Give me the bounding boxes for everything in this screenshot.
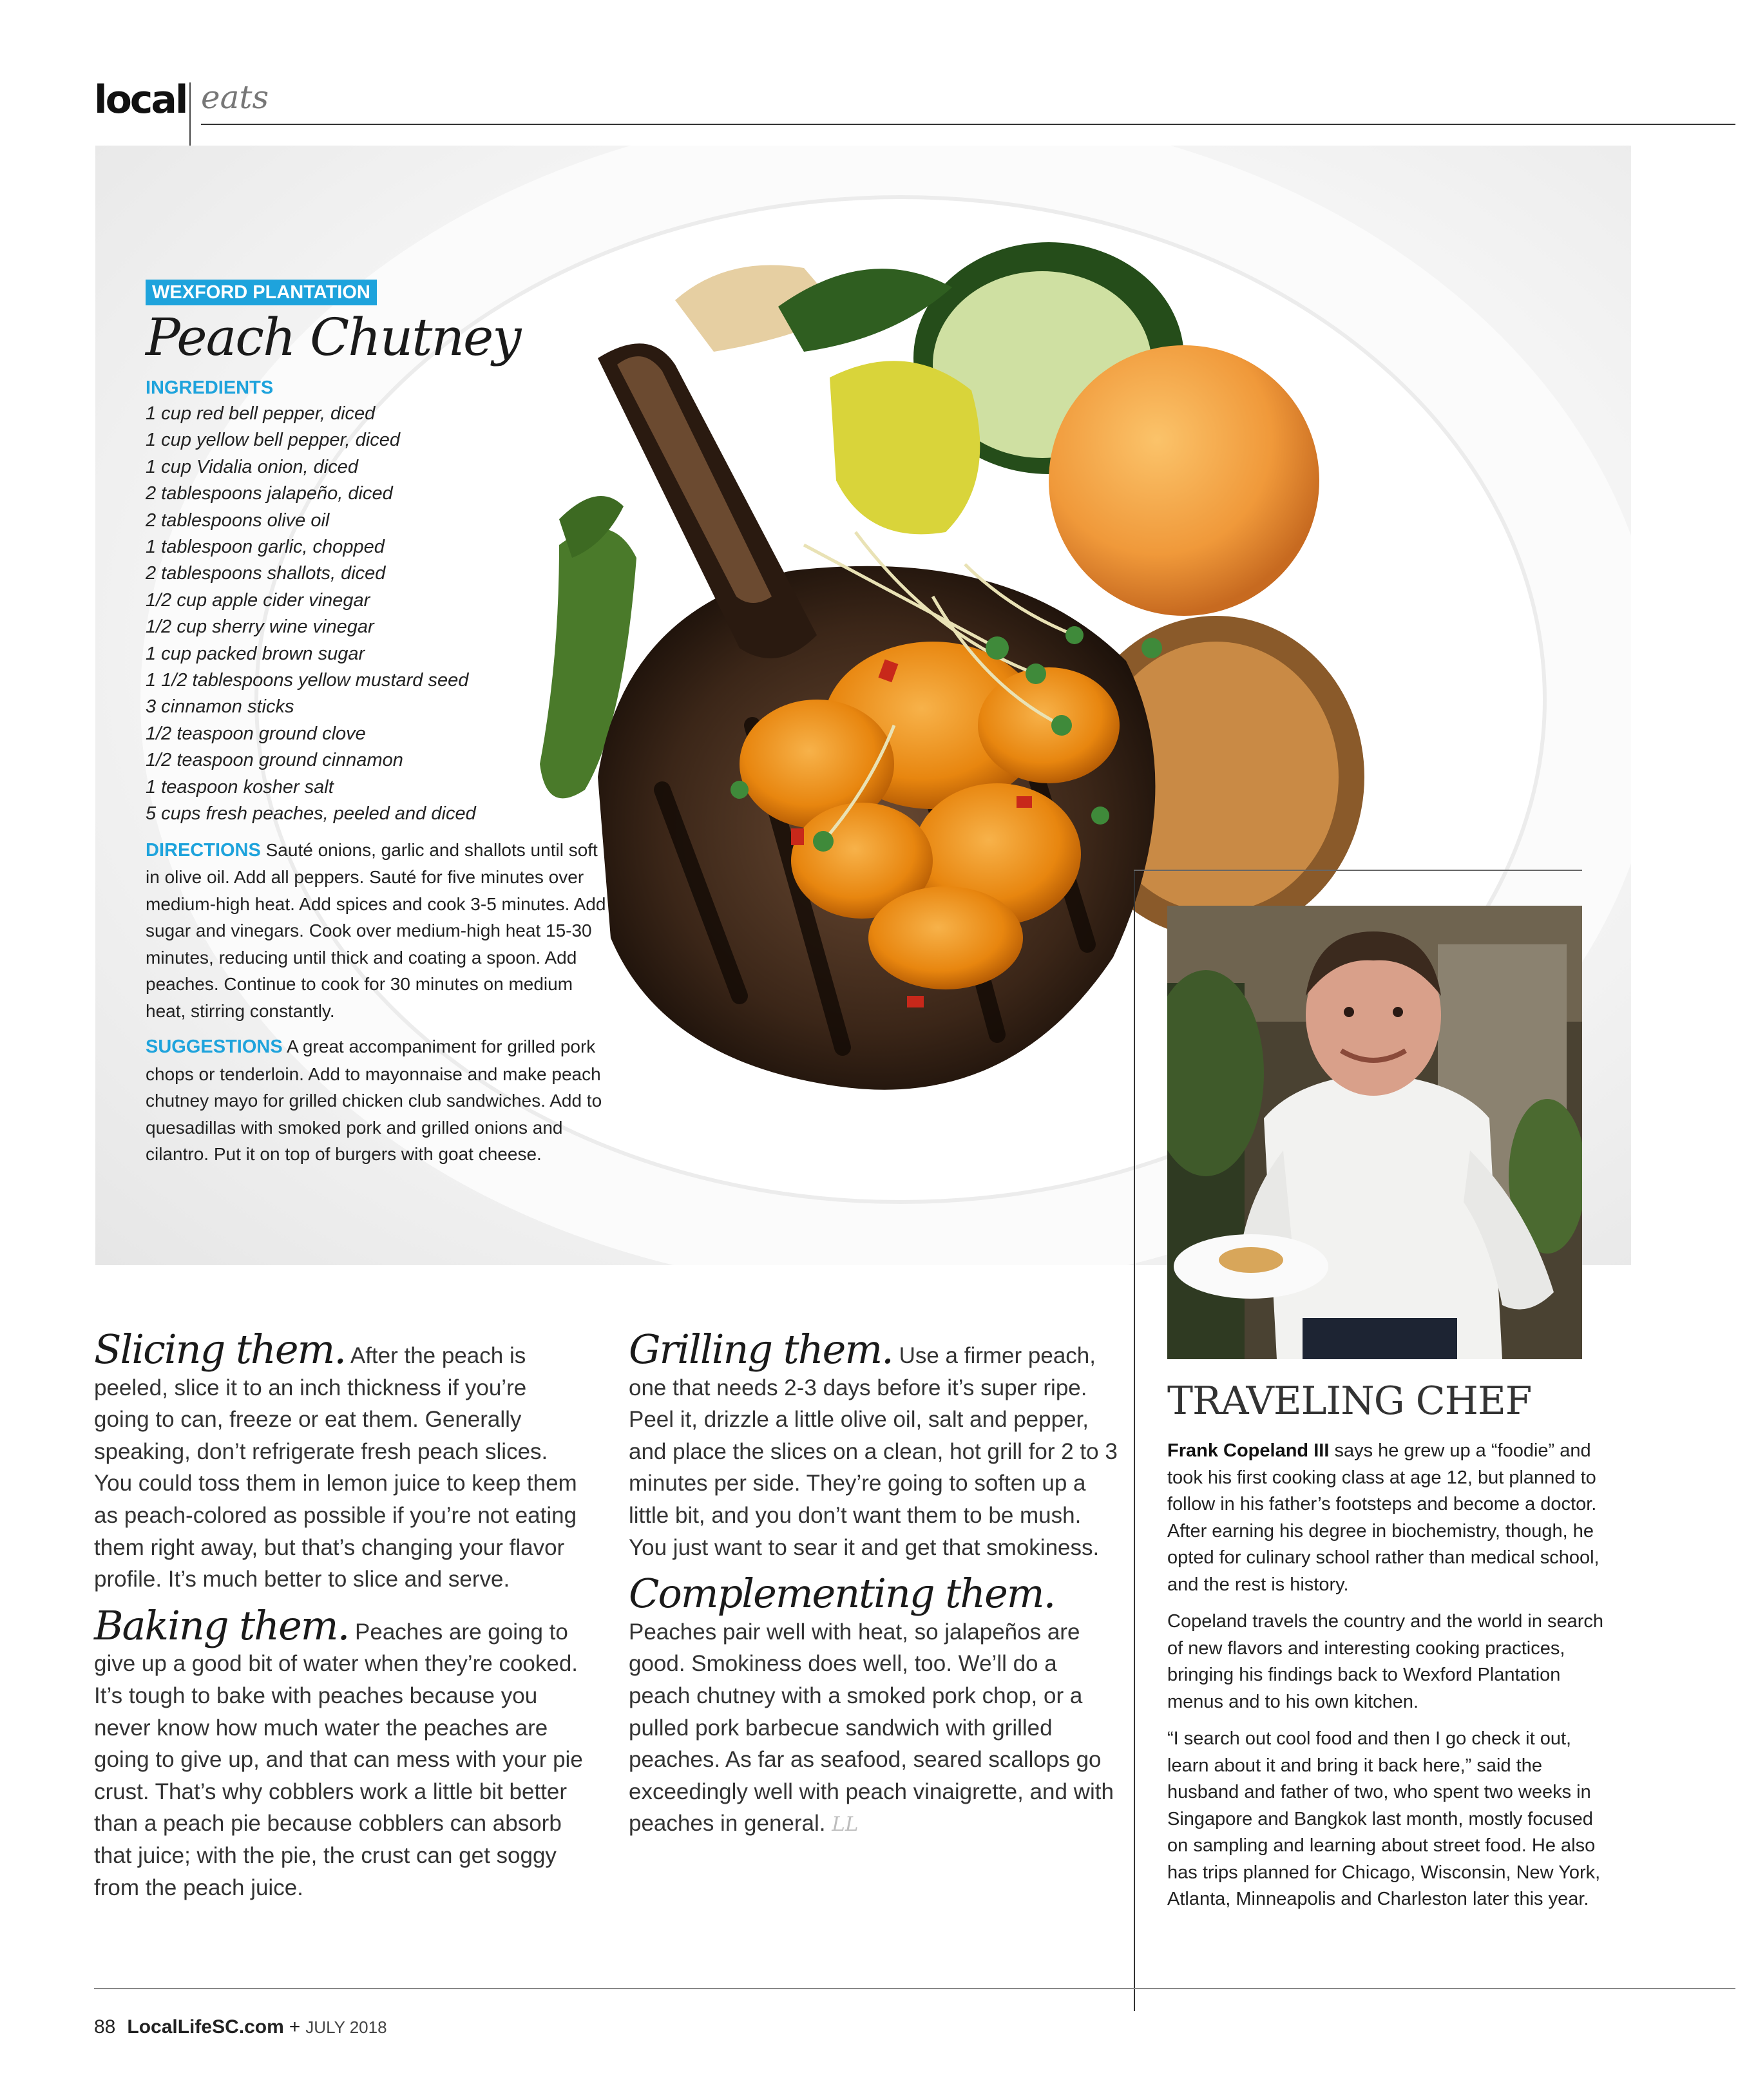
- tip-grilling: [629, 1326, 1118, 1563]
- sidebar-paragraph: [1167, 1438, 1612, 1598]
- ingredients-label: INGREDIENTS: [146, 377, 274, 398]
- tip-text: Peaches pair well with heat, so jalapeños are good. Smokiness does well, too. We’ll do a peach chutney with a smoked pork chop, or a pulled pork barbecue sandwich with grilled peaches. As far as seafood, seared scallops go exceedingly well with peach vinaigrette, and with peaches in general.: [629, 1619, 1114, 1837]
- tip-baking: [94, 1601, 584, 1904]
- tip-heading: Grilling them.: [629, 1326, 893, 1373]
- chef-name: Frank Copeland III: [1167, 1440, 1330, 1461]
- article-column-left: [94, 1326, 584, 1904]
- traveling-chef-sidebar: [1167, 1379, 1612, 1923]
- chef-portrait-illustration: [1167, 906, 1582, 1359]
- footer-separator: +: [289, 2016, 301, 2038]
- suggestions-text: A great accompaniment for grilled pork chops or tenderloin. Add to mayonnaise and make peach chutney mayo for grilled chicken club sandwiches. Add to quesadillas with smoked pork and grilled onions and cilantro. Put it on top of burgers with goat cheese.: [146, 1036, 602, 1164]
- ingredient-item: 1 cup packed brown sugar: [146, 643, 365, 664]
- sidebar-text: says he grew up a “foodie” and took his first cooking class at age 12, but planned to follow in his father’s footsteps and become a doctor. After earning his degree in biochemistry, though, he opted for culinary school rather than medical school, and the rest is history.: [1167, 1440, 1600, 1595]
- tip-text: After the peach is peeled, slice it to an inch thickness if you’re going to can, freeze or eat them. Generally speaking, don’t refrigerate fresh peach slices. You could toss them in lemon juice to keep them as peach-colored as possible if you’re not eating them right away, but that’s changing your flavor profile. It’s much better to slice and serve.: [94, 1343, 577, 1592]
- sidebar-paragraph: “I search out cool food and then I go check it out, learn about it and bring it back here,” said the husband and father of two, who spent two weeks in Singapore and Bangkok last month, mostly focused on sampling and learning about street food. He also has trips planned for Chicago, Wisconsin, New York, Atlanta, Minneapolis and Charleston later this year.: [1167, 1728, 1601, 1909]
- header-rule: [201, 124, 1735, 125]
- ingredient-item: 1 tablespoon garlic, chopped: [146, 537, 385, 558]
- ingredient-item: 1/2 cup sherry wine vinegar: [146, 616, 374, 638]
- brand-logo: local: [94, 77, 187, 122]
- ingredient-item: 2 tablespoons jalapeño, diced: [146, 483, 393, 504]
- tip-heading: Baking them.: [94, 1601, 349, 1649]
- directions-paragraph: [146, 837, 609, 1025]
- issue-date: JULY 2018: [305, 2018, 387, 2037]
- directions-label: DIRECTIONS: [146, 839, 261, 861]
- tip-heading: Slicing them.: [94, 1326, 346, 1373]
- section-label: eats: [201, 79, 269, 116]
- ingredient-list: [146, 401, 609, 828]
- tip-heading: Complementing them.: [629, 1570, 1055, 1618]
- ingredient-item: 3 cinnamon sticks: [146, 696, 294, 718]
- sidebar-top-rule: [1134, 870, 1582, 871]
- page-footer: [94, 2016, 387, 2038]
- ingredient-item: 1/2 teaspoon ground clove: [146, 723, 366, 744]
- ingredient-item: 5 cups fresh peaches, peeled and diced: [146, 803, 476, 825]
- ingredient-item: 2 tablespoons shallots, diced: [146, 563, 386, 584]
- ingredient-item: 1 1/2 tablespoons yellow mustard seed: [146, 670, 469, 691]
- ingredient-item: 1 cup yellow bell pepper, diced: [146, 430, 400, 451]
- ingredient-item: 1 cup Vidalia onion, diced: [146, 456, 358, 477]
- tip-text: Peaches are going to give up a good bit of water when they’re cooked. It’s tough to bake with peaches because you never know how much water the peaches are going to give up, and that can mess with your pie crust. That’s why cobblers work a little bit better than a peach pie because cobblers can absorb that juice; with the pie, the crust can get soggy from the peach juice.: [94, 1619, 583, 1900]
- ingredient-item: 1 teaspoon kosher salt: [146, 776, 334, 797]
- tip-text: Use a firmer peach, one that needs 2-3 days before it’s super ripe. Peel it, drizzle a little olive oil, salt and pepper, and place the slices on a clean, hot grill for 2 to 3 minutes per side. They’re going to soften up a little bit, and you don’t want them to be mush. You just want to sear it and get that smokiness.: [629, 1343, 1118, 1560]
- page-number: 88: [94, 2016, 116, 2038]
- footer-rule: [94, 1988, 1735, 1989]
- ingredient-item: 1 cup red bell pepper, diced: [146, 403, 376, 424]
- ingredient-item: 1/2 teaspoon ground cinnamon: [146, 750, 403, 771]
- sidebar-divider: [1134, 871, 1135, 2011]
- tip-slicing: [94, 1326, 584, 1596]
- site-name: LocalLifeSC.com: [127, 2016, 284, 2038]
- recipe-source-badge: WEXFORD PLANTATION: [146, 280, 377, 305]
- ingredient-item: 1/2 cup apple cider vinegar: [146, 589, 370, 611]
- author-signoff: LL: [832, 1813, 859, 1837]
- article-column-middle: [629, 1326, 1118, 1841]
- sidebar-title: TRAVELING CHEF: [1167, 1379, 1532, 1424]
- recipe-title: Peach Chutney: [146, 307, 520, 367]
- tip-complementing: [629, 1570, 1118, 1841]
- sidebar-paragraph: Copeland travels the country and the world in search of new flavors and interesting cooking practices, bringing his findings back to Wexford Plantation menus and to his own kitchen.: [1167, 1611, 1604, 1712]
- chef-portrait-photo: [1167, 906, 1582, 1359]
- suggestions-label: SUGGESTIONS: [146, 1036, 283, 1057]
- ingredient-item: 2 tablespoons olive oil: [146, 510, 330, 531]
- directions-text: Sauté onions, garlic and shallots until soft in olive oil. Add all peppers. Sauté for five minutes over medium-high heat. Add spices and cook 3-5 minutes. Add sugar and vinegars. Cook over medium-high heat 15-30 minutes, reducing until thick and coating a spoon. Add peaches. Continue to cook for 30 minutes on medium heat, stirring constantly.: [146, 839, 606, 1021]
- recipe-card: [146, 280, 609, 1168]
- suggestions-paragraph: [146, 1033, 609, 1168]
